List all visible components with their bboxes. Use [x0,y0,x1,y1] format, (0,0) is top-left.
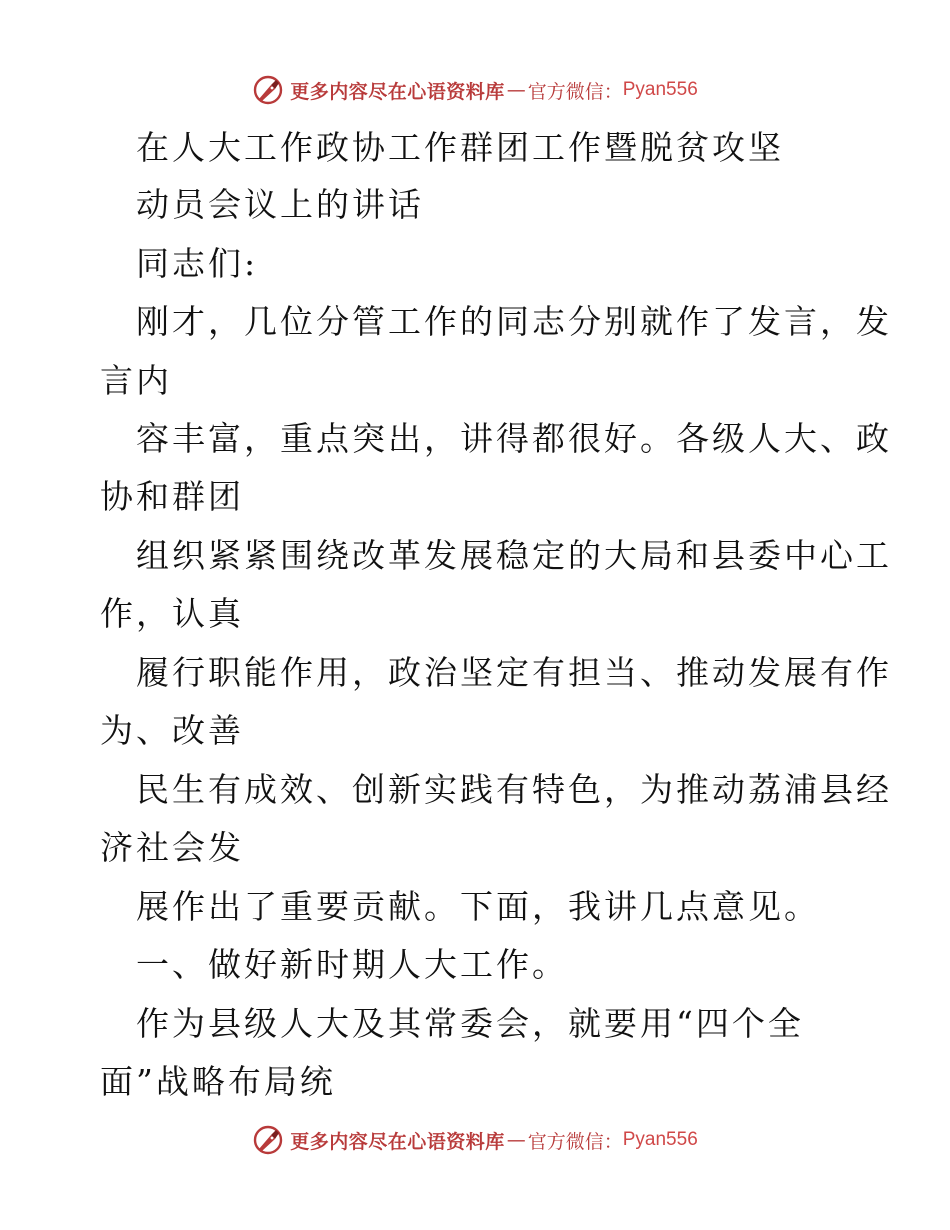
section-heading: 一、做好新时期人大工作。 [136,945,568,984]
paragraph-line: 协和群团 [100,477,244,516]
paragraph-line: 民生有成效、创新实践有特色，为推动荔浦县经 [136,770,892,809]
document-title-line-1: 在人大工作政协工作群团工作暨脱贫攻坚 [136,128,784,167]
paragraph-line: 容丰富，重点突出，讲得都很好。各级人大、政 [136,419,892,458]
document-title-line-2: 动员会议上的讲话 [136,185,424,224]
watermark-label: 官方微信： [527,1130,623,1153]
paragraph-line: 作，认真 [100,594,244,633]
paragraph-line: 为、改善 [100,711,244,750]
paragraph-line: 组织紧紧围绕改革发展稳定的大局和县委中心工 [136,536,892,575]
watermark-dash: — [506,79,526,101]
paragraph-line: 济社会发 [100,828,244,867]
watermark-brand: 更多内容尽在心语资料库 [290,1130,505,1153]
pen-nib-circle-icon [252,1124,284,1156]
salutation: 同志们: [136,244,259,283]
watermark-label: 官方微信： [527,80,623,103]
paragraph-line: 作为县级人大及其常委会，就要用“四个全 [136,1004,804,1043]
paragraph-line: 展作出了重要贡献。下面，我讲几点意见。 [136,887,820,926]
paragraph-line: 言内 [100,361,172,400]
watermark-wechat-id: Pyan556 [622,79,698,100]
paragraph-line: 面”战略布局统 [100,1062,336,1101]
pen-nib-circle-icon [252,74,284,106]
watermark-footer [0,1123,950,1157]
watermark-dash: — [506,1129,526,1151]
paragraph-line: 刚才，几位分管工作的同志分别就作了发言，发 [136,302,892,341]
watermark-wechat-id: Pyan556 [622,1129,698,1150]
watermark-brand: 更多内容尽在心语资料库 [290,80,505,103]
watermark-header [0,73,950,107]
paragraph-line: 履行职能作用，政治坚定有担当、推动发展有作 [136,653,892,692]
